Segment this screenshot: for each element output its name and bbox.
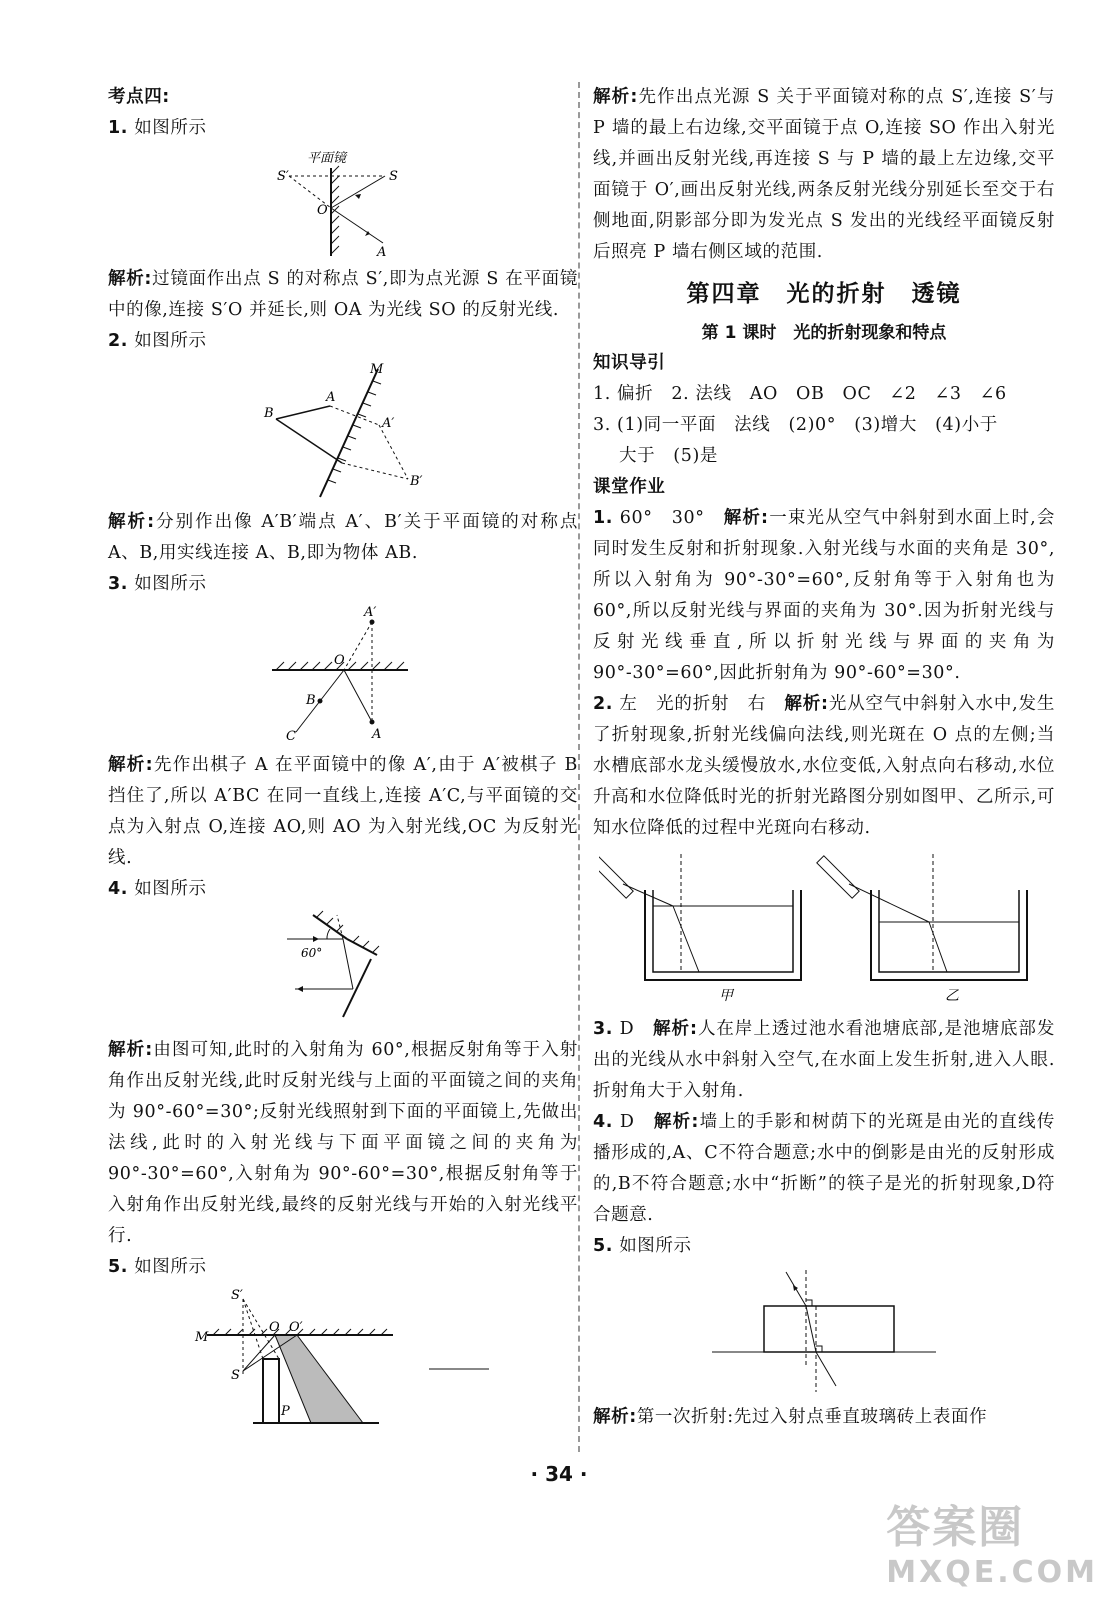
fig2-label-b-prime: B′ (410, 474, 423, 489)
classwork-5: 5. 如图所示 (593, 1236, 692, 1256)
fig2-label-m: M (370, 362, 384, 377)
analysis-5: 解析:先作出点光源 S 关于平面镜对称的点 S′,连接 S′与 P 墙的最上右边缘,交平面镜于点 O,连接 SO 作出入射光线,并画出反射光线,再连接 S 与 P 墙的最上左边缘,交平面镜于 O′,画出反射光线,两条反射光线分别延长至交于右侧地面,阴影部分即为发光点 S 发出的光线经平面镜反射后照亮 P 墙右侧区域的范围. (593, 87, 1055, 262)
question-4: 4. 如图所示 (108, 879, 207, 899)
fig2-label-a-prime: A′ (382, 416, 395, 431)
fig5-label-o-prime: O′ (289, 1320, 303, 1335)
question-2: 2. 如图所示 (108, 331, 207, 351)
analysis-4: 解析:由图可知,此时的入射角为 60°,根据反射角等于入射角作出反射光线,此时反射光线与上面的平面镜之间的夹角为 90°-60°=30°;反射光线照射到下面的平面镜上,先做出法线,此时的入射光线与下面平面镜之间的夹角为 90°-30°=60°,入射角为 90°-60°=30°,根据反射角等于入射角作出反射光线,最终的反射光线与开始的入射光线平行. (108, 1040, 578, 1246)
figure-3 (268, 604, 418, 744)
fig3-label-o: O (334, 653, 345, 668)
section-classwork: 课堂作业 (593, 477, 666, 497)
figure-2 (258, 361, 428, 501)
watermark-logo: 答案圈 (886, 1502, 1025, 1553)
fig5-label-p: P (281, 1404, 290, 1419)
fig3-label-c: C (286, 729, 296, 744)
column-divider (578, 82, 580, 1452)
fig5-label-s-prime: S′ (231, 1288, 243, 1303)
fig3-label-b: B (306, 693, 316, 708)
fig-tank-a-label: 甲 (719, 988, 733, 1004)
figure-tanks (599, 848, 1049, 1008)
fig1-title: 平面镜 (307, 151, 347, 166)
fig-tank-b-label: 乙 (945, 988, 959, 1004)
knowledge-answers-1: 1. 偏折 2. 法线 AO OB OC ∠2 ∠3 ∠6 (593, 384, 1007, 404)
chapter-title: 第四章 光的折射 透镜 (686, 280, 962, 307)
question-5: 5. 如图所示 (108, 1257, 207, 1277)
watermark-url: MXQE.COM (886, 1555, 1098, 1590)
fig4-angle-label: 60° (301, 946, 323, 960)
figure-4 (283, 909, 403, 1029)
page-number: · 34 · (530, 1462, 588, 1486)
classwork-4: 4. D 解析:墙上的手影和树荫下的光斑是由光的直线传播形成的,A、C不符合题意;水中的倒影是由光的反射形成的,B不符合题意;水中“折断”的筷子是光的折射现象,D符合题意. (593, 1112, 1055, 1225)
fig2-label-a: A (326, 390, 336, 405)
fig3-label-a: A (372, 727, 382, 742)
lesson-title: 第 1 课时 光的折射现象和特点 (701, 323, 947, 343)
fig3-label-a-prime: A′ (364, 605, 377, 620)
figure-glass-block (704, 1266, 944, 1396)
figure-5 (193, 1287, 493, 1427)
classwork-3: 3. D 解析:人在岸上透过池水看池塘底部,是池塘底部发出的光线从水中斜射入空气,在水面上发生折射,进入人眼.折射角大于入射角. (593, 1019, 1055, 1101)
section-heading: 考点四: (108, 87, 170, 107)
watermark (886, 1491, 1098, 1590)
classwork-1: 1. 60° 30° 解析:一束光从空气中斜射到水面上时,会同时发生反射和折射现象.入射光线与水面的夹角是 30°,所以入射角为 90°-30°=60°,反射角等于入射角也为 60°,所以反射光线与界面的夹角为 30°.因为折射光线与反射光线垂直,所以折射光线与界面的夹角为 90°-30°=60°,因此折射角为 90°-60°=30°. (593, 508, 1055, 683)
analysis-classwork-5: 解析:第一次折射:先过入射点垂直玻璃砖上表面作 (593, 1407, 988, 1427)
fig1-label-o: O (317, 203, 328, 218)
fig1-label-a: A (377, 245, 387, 258)
analysis-3: 解析:先作出棋子 A 在平面镜中的像 A′,由于 A′被棋子 B 挡住了,所以 A′BC 在同一直线上,连接 A′C,与平面镜的交点为入射点 O,连接 AO,则 AO 为入射光线,OC 为反射光线. (108, 755, 578, 868)
fig2-label-b: B (264, 406, 274, 421)
classwork-2: 2. 左 光的折射 右 解析:光从空气中斜射入水中,发生了折射现象,折射光线偏向法线,则光斑在 O 点的左侧;当水槽底部水龙头缓慢放水,水位变低,入射点向右移动,水位升高和水位降低时光的折射光路图分别如图甲、乙所示,可知水位降低的过程中光斑向右移动. (593, 694, 1055, 838)
left-column (108, 82, 578, 1433)
knowledge-answers-3: 大于 (5)是 (619, 446, 718, 466)
question-3: 3. 如图所示 (108, 574, 207, 594)
section-knowledge-guide: 知识导引 (593, 353, 666, 373)
analysis-2: 解析:分别作出像 A′B′端点 A′、B′关于平面镜的对称点 A、B,用实线连接 A、B,即为物体 AB. (108, 512, 578, 563)
fig1-label-s: S (389, 169, 398, 184)
fig5-label-o: O (269, 1320, 280, 1335)
fig5-label-m: M (195, 1330, 209, 1345)
right-column (593, 82, 1055, 1433)
fig5-label-s: S (231, 1368, 240, 1383)
fig1-label-s-prime: S′ (277, 169, 289, 184)
question-1: 1. 如图所示 (108, 118, 207, 138)
figure-1 (273, 148, 413, 258)
analysis-1: 解析:过镜面作出点 S 的对称点 S′,即为点光源 S 在平面镜中的像,连接 S′O 并延长,则 OA 为光线 SO 的反射光线. (108, 269, 578, 320)
knowledge-answers-2: 3. (1)同一平面 法线 (2)0° (3)增大 (4)小于 (593, 415, 998, 435)
